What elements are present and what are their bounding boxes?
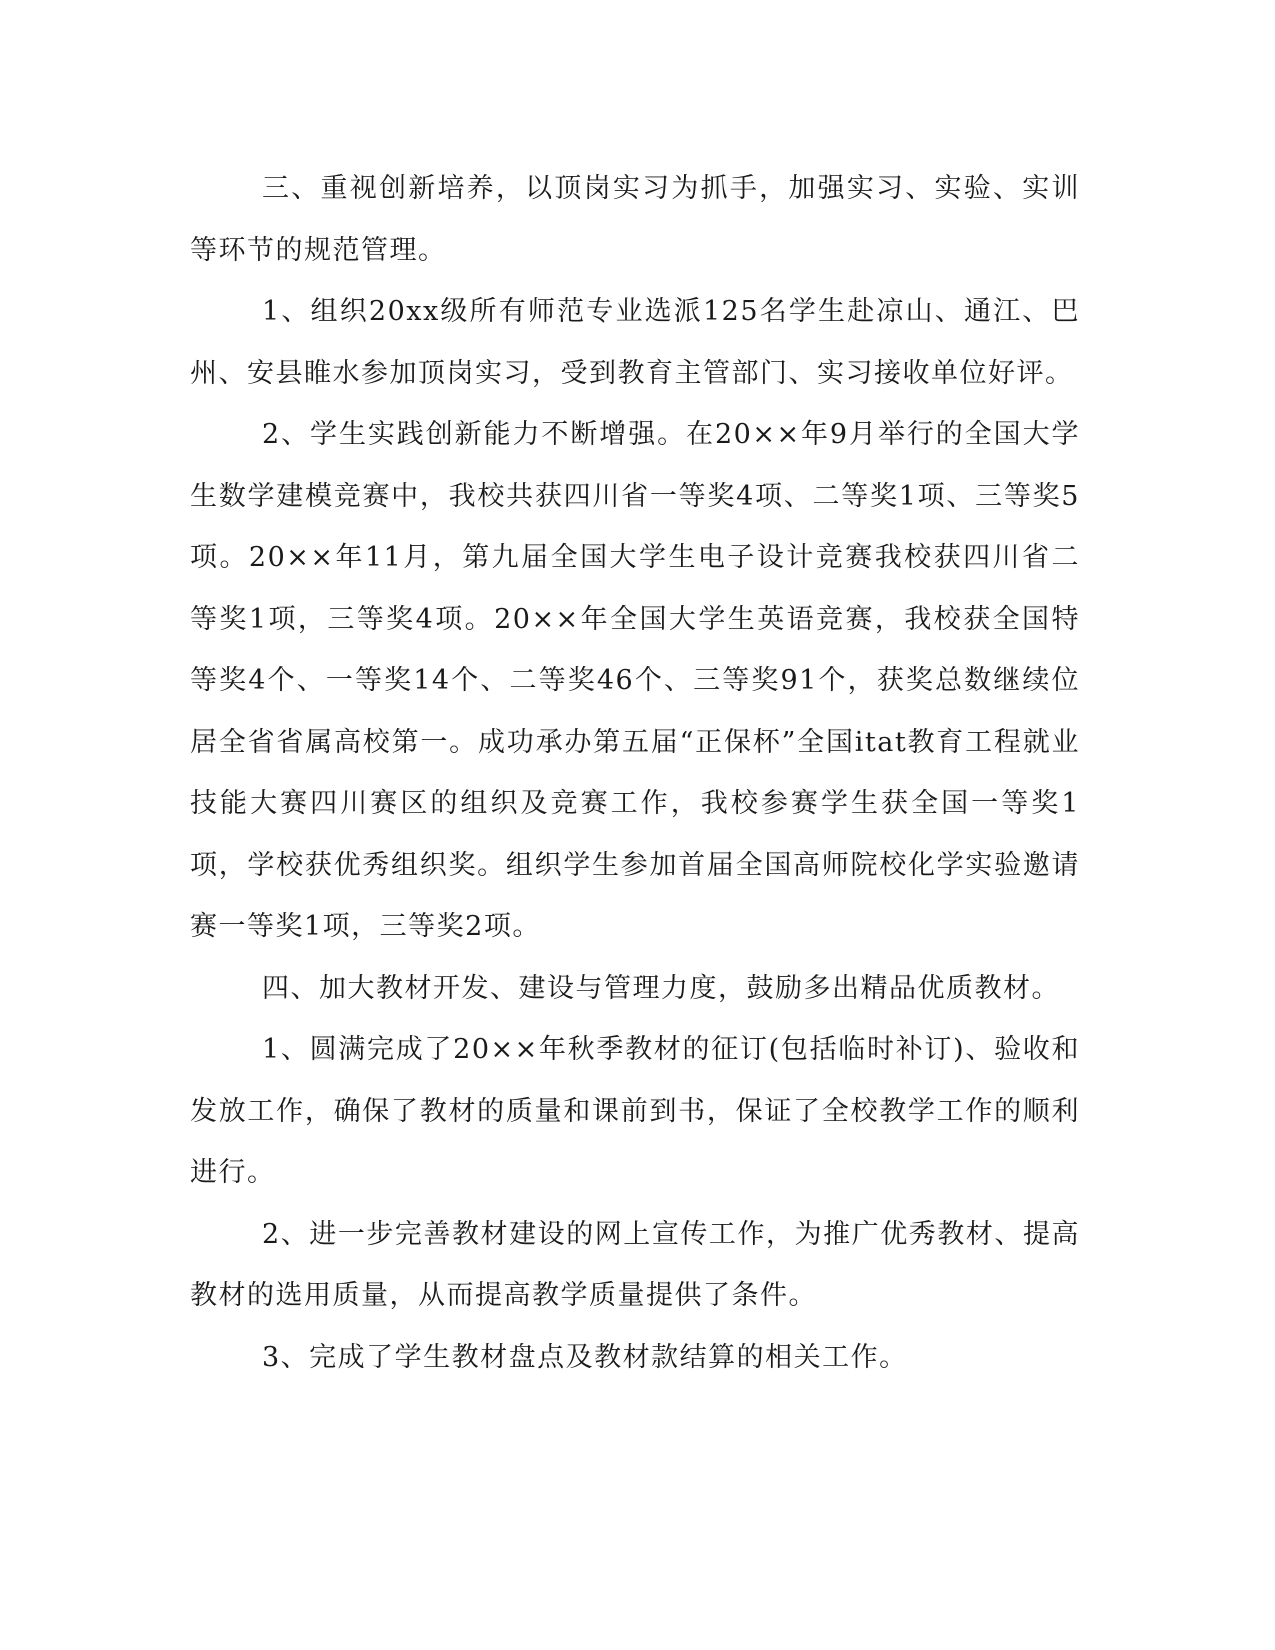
- paragraph-online-promotion: 2、进一步完善教材建设的网上宣传工作，为推广优秀教材、提高教材的选用质量，从而提高教学质量提供了条件。: [190, 1218, 1080, 1311]
- paragraph-inventory: 3、完成了学生教材盘点及教材款结算的相关工作。: [262, 1341, 908, 1373]
- section-heading-4: 四、加大教材开发、建设与管理力度，鼓励多出精品优质教材。: [262, 972, 1060, 1004]
- paragraph-internship: 1、组织20xx级所有师范专业选派125名学生赴凉山、通江、巴州、安县睢水参加顶岗实习，受到教育主管部门、实习接收单位好评。: [190, 296, 1080, 389]
- section-heading-3: 三、重视创新培养，以顶岗实习为抓手，加强实习、实验、实训等环节的规范管理。: [190, 173, 1080, 266]
- paragraph-competitions: 2、学生实践创新能力不断增强。在20××年9月举行的全国大学生数学建模竞赛中，我校共获四川省一等奖4项、二等奖1项、三等奖5项。20××年11月，第九届全国大学生电子设计竞赛我校获四川省二等奖1项，三等奖4项。20××年全国大学生英语竞赛，我校获全国特等奖4个、一等奖14个、二等奖46个、三等奖91个，获奖总数继续位居全省省属高校第一。成功承办第五届“正保杯”全国itat教育工程就业技能大赛四川赛区的组织及竞赛工作，我校参赛学生获全国一等奖1项，学校获优秀组织奖。组织学生参加首届全国高师院校化学实验邀请赛一等奖1项，三等奖2项。: [190, 419, 1080, 942]
- paragraph-textbook-ordering: 1、圆满完成了20××年秋季教材的征订(包括临时补订)、验收和发放工作，确保了教材的质量和课前到书，保证了全校教学工作的顺利进行。: [190, 1034, 1080, 1188]
- document-body: [190, 158, 1080, 1388]
